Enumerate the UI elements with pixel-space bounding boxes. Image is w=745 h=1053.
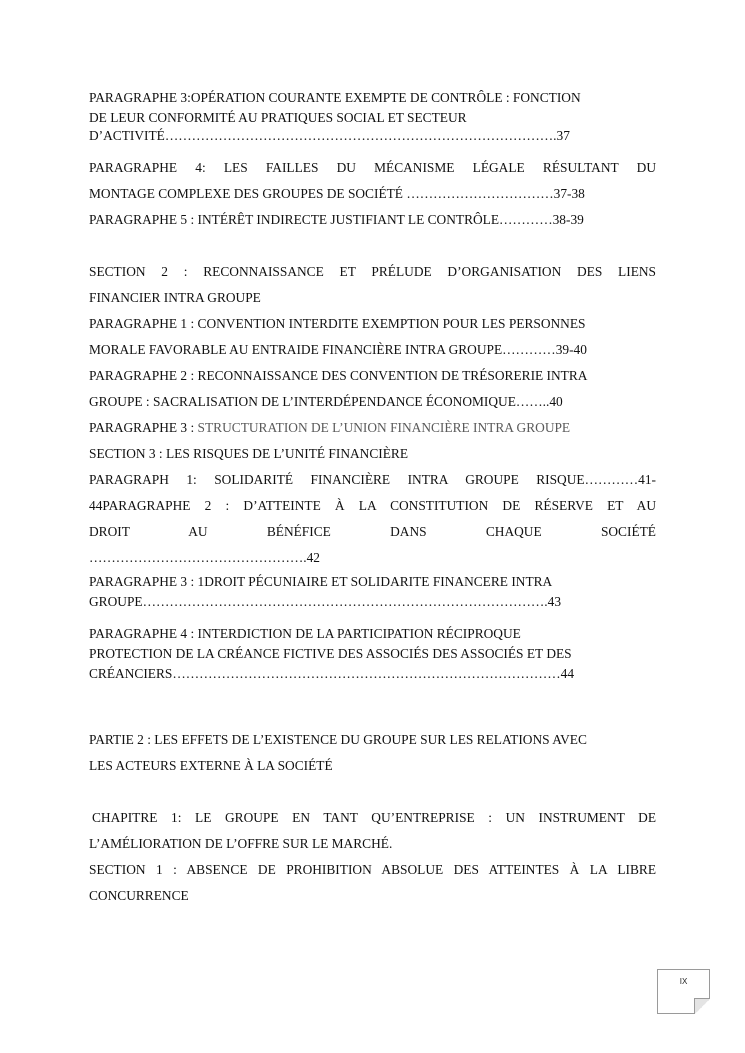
toc-line-text: GROUPE……………………………………………………………………………….43 xyxy=(89,594,562,609)
toc-line xyxy=(89,186,656,202)
toc-line-text: SECTION 2 : RECONNAISSANCE ET PRÉLUDE D’ORGANISATION DES LIENS xyxy=(89,264,656,279)
toc-line xyxy=(89,446,656,462)
toc-line-text: CONCURRENCE xyxy=(89,888,189,903)
toc-line-text: D’ACTIVITÉ…………………………………………………………………………….37 xyxy=(89,128,570,143)
toc-line xyxy=(89,626,656,642)
toc-line-text: PARAGRAPHE 3 : 1DROIT PÉCUNIAIRE ET SOLIDARITE FINANCERE INTRA xyxy=(89,574,553,589)
toc-line-subtitle: STRUCTURATION DE L’UNION FINANCIÈRE INTRA GROUPE xyxy=(197,420,571,435)
toc-line-text: L’AMÉLIORATION DE L’OFFRE SUR LE MARCHÉ. xyxy=(89,836,393,851)
toc-line-text: ………………………………………….42 xyxy=(89,550,320,565)
toc-line xyxy=(89,524,656,540)
toc-line xyxy=(89,758,656,774)
toc-line-text: PARAGRAPHE 4: LES FAILLES DU MÉCANISME LÉGALE RÉSULTANT DU xyxy=(89,160,656,175)
toc-line-text: LES ACTEURS EXTERNE À LA SOCIÉTÉ xyxy=(89,758,333,773)
toc-line xyxy=(89,836,656,852)
toc-line-text: FINANCIER INTRA GROUPE xyxy=(89,290,261,305)
toc-line xyxy=(89,732,656,748)
toc-line-text: SECTION 3 : LES RISQUES DE L’UNITÉ FINANCIÈRE xyxy=(89,446,409,461)
toc-line-text: 44PARAGRAPHE 2 : D’ATTEINTE À LA CONSTITUTION DE RÉSERVE ET AU xyxy=(89,498,656,513)
toc-line xyxy=(89,90,656,106)
toc-line-text: PARAGRAPHE 4 : INTERDICTION DE LA PARTICIPATION RÉCIPROQUE xyxy=(89,626,521,641)
toc-line-text: GROUPE : SACRALISATION DE L’INTERDÉPENDANCE ÉCONOMIQUE……..40 xyxy=(89,394,563,409)
toc-line xyxy=(89,316,656,332)
page-number-box xyxy=(657,969,710,1014)
toc-line xyxy=(89,594,656,610)
toc-line-text: CRÉANCIERS……………………………………………………………………………44 xyxy=(89,666,575,681)
page-corner-fold xyxy=(694,998,710,1014)
toc-line-text: PARAGRAPHE 1 : CONVENTION INTERDITE EXEMPTION POUR LES PERSONNES xyxy=(89,316,586,331)
toc-line xyxy=(89,862,656,878)
toc-line xyxy=(89,420,656,436)
toc-line xyxy=(89,212,656,228)
toc-line xyxy=(89,666,656,682)
toc-line xyxy=(89,128,656,144)
toc-line-text: PARAGRAPHE 3:OPÉRATION COURANTE EXEMPTE DE CONTRÔLE : FONCTION xyxy=(89,90,581,105)
toc-line-text: DE LEUR CONFORMITÉ AU PRATIQUES SOCIAL ET SECTEUR xyxy=(89,110,467,125)
toc-line xyxy=(89,160,656,176)
toc-line-text: PARTIE 2 : LES EFFETS DE L’EXISTENCE DU GROUPE SUR LES RELATIONS AVEC xyxy=(89,732,587,747)
toc-line xyxy=(89,574,656,590)
toc-line-text: PARAGRAPHE 3 : xyxy=(89,420,198,435)
toc-line xyxy=(89,394,656,410)
toc-line xyxy=(89,342,656,358)
toc-line xyxy=(89,472,656,488)
toc-line xyxy=(89,368,656,384)
toc-line xyxy=(89,290,656,306)
toc-line-text: DROIT AU BÉNÉFICE DANS CHAQUE SOCIÉTÉ xyxy=(89,524,656,539)
toc-line xyxy=(89,110,656,126)
toc-line-text: SECTION 1 : ABSENCE DE PROHIBITION ABSOLUE DES ATTEINTES À LA LIBRE xyxy=(89,862,656,877)
toc-line-text: PARAGRAPHE 5 : INTÉRÊT INDIRECTE JUSTIFIANT LE CONTRÔLE…………38-39 xyxy=(89,212,584,227)
toc-line xyxy=(89,550,656,566)
toc-line-text: CHAPITRE 1: LE GROUPE EN TANT QU’ENTREPRISE : UN INSTRUMENT DE xyxy=(92,810,656,825)
toc-line xyxy=(89,646,656,662)
toc-line-text: PROTECTION DE LA CRÉANCE FICTIVE DES ASSOCIÉS DES ASSOCIÉS ET DES xyxy=(89,646,572,661)
toc-line xyxy=(89,498,656,514)
toc-line-text: MORALE FAVORABLE AU ENTRAIDE FINANCIÈRE INTRA GROUPE…………39-40 xyxy=(89,342,587,357)
toc-line-text: PARAGRAPHE 2 : RECONNAISSANCE DES CONVENTION DE TRÉSORERIE INTRA xyxy=(89,368,588,383)
toc-line xyxy=(92,810,656,826)
toc-line-text: MONTAGE COMPLEXE DES GROUPES DE SOCIÉTÉ ……………………………37-38 xyxy=(89,186,585,201)
page-number: IX xyxy=(679,977,688,986)
toc-line xyxy=(89,888,656,904)
toc-line xyxy=(89,264,656,280)
toc-line-text: PARAGRAPH 1: SOLIDARITÉ FINANCIÈRE INTRA GROUPE RISQUE…………41- xyxy=(89,472,656,487)
